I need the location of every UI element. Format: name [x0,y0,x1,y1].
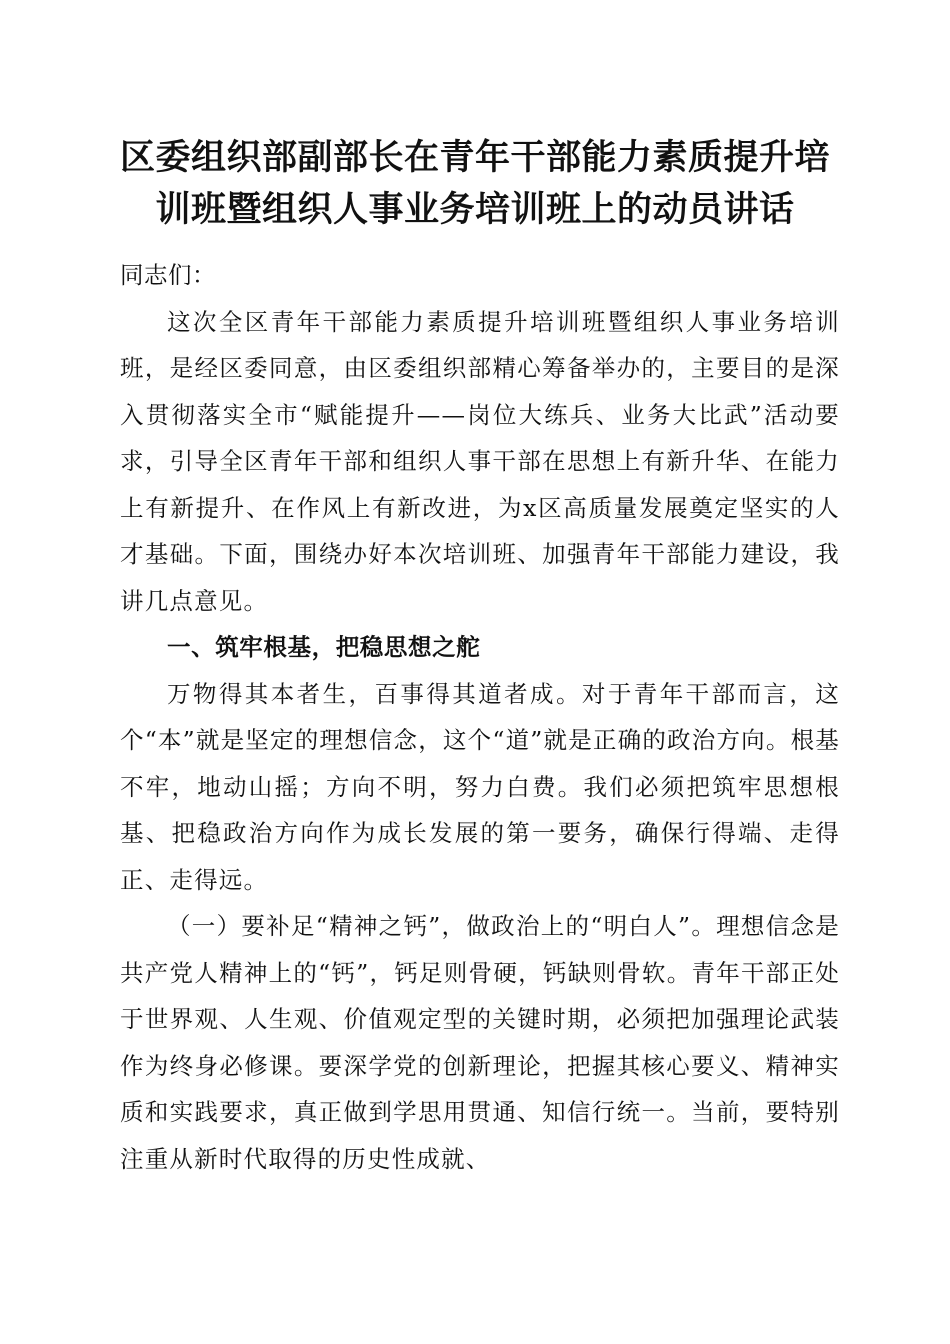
section-1-heading: 一、筑牢根基，把稳思想之舵 [167,633,481,661]
salutation: 同志们： [120,261,216,289]
section-1-paragraph: 万物得其本者生，百事得其道者成。对于青年干部而言，这个“本”就是坚定的理想信念，这个“道”就是正确的政治方向。根基不牢，地动山摇；方向不明，努力白费。我们必须把筑牢思想根基、把稳政治方向作为成长发展的第一要务，确保行得端、走得正、走得远。 [120,679,840,894]
subsection-1-body: 理想信念是共产党人精神上的“钙”，钙足则骨硬，钙缺则骨软。青年干部正处于世界观、人生观、价值观定型的关键时期，必须把加强理论武装作为终身必修课。要深学党的创新理论，把握其核心要义、精神实质和实践要求，真正做到学思用贯通、知信行统一。当前，要特别注重从新时代取得的历史性成就、 [120,912,841,1173]
title-line-2: 训班暨组织人事业务培训班上的动员讲话 [155,189,795,230]
document-body [120,252,840,1182]
subsection-1-lead: （一）要补足“精神之钙”，做政治上的“明白人”。 [167,912,717,940]
document-title [100,132,850,236]
subsection-1-paragraph [120,903,840,1182]
title-line-1: 区委组织部副部长在青年干部能力素质提升培 [119,137,830,178]
intro-paragraph: 这次全区青年干部能力素质提升培训班暨组织人事业务培训班，是经区委同意，由区委组织部精心筹备举办的，主要目的是深入贯彻落实全市“赋能提升——岗位大练兵、业务大比武”活动要求，引导全区青年干部和组织人事干部在思想上有新升华、在能力上有新提升、在作风上有新改进，为x区高质量发展奠定坚实的人才基础。下面，围绕办好本次培训班、加强青年干部能力建设，我讲几点意见。 [120,307,840,615]
